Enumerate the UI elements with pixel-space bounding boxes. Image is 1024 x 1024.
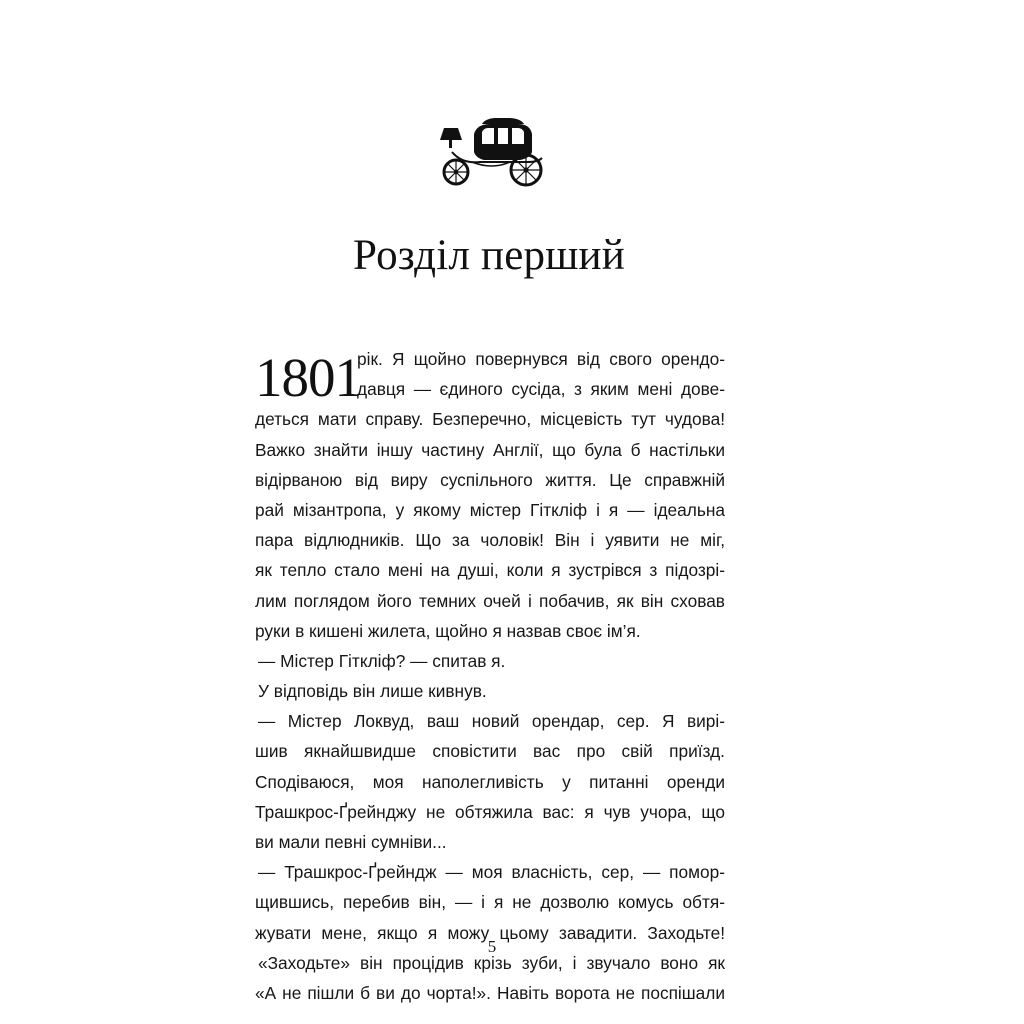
text-line: Важко знайти іншу частину Англії, що була б настільки [255, 439, 725, 460]
text-line: — Трашкрос-Ґрейндж — моя власність, сер, — помор- [258, 862, 725, 883]
text-line: рай мізантропа, у якому містер Гіткліф і я — ідеальна [255, 499, 725, 520]
text-line: «Заходьте» він процідив крізь зуби, і звучало воно як [258, 952, 725, 973]
text-line: щившись, перебив він, — і я не дозволю комусь обтя- [255, 892, 725, 913]
text-line: «А не пішли б ви до чорта!». Навіть ворота не поспішали [255, 982, 725, 1003]
text-line: Сподіваюся, моя наполегливість у питанні оренди [255, 771, 725, 792]
text-line: ви мали певні сумніви... [255, 832, 447, 852]
text-line: відірваною від виру суспільного життя. Це справжній [255, 469, 725, 490]
text-line: жувати мене, якщо я можу цьому завадити. Заходьте! [255, 922, 725, 943]
carriage-icon [432, 118, 550, 188]
text-line: — Містер Локвуд, ваш новий орендар, сер. Я вирі- [258, 711, 725, 732]
text-line: лим поглядом його темних очей і побачив, як він сховав [255, 590, 725, 611]
text-line: рік. Я щойно повернувся від свого орендо- [357, 349, 725, 369]
text-line: шив якнайшвидше сповістити вас про свій приїзд. [255, 741, 725, 762]
text-line: як тепло стало мені на душі, коли я зустрівся з підозрі- [255, 560, 725, 581]
chapter-title: Розділ перший [353, 232, 625, 279]
text-line: пара відлюдників. Що за чоловік! Він і уявити не міг, [255, 530, 725, 551]
text-line: давця — єдиного сусіда, з яким мені дове- [357, 379, 725, 400]
text-line: Трашкрос-Ґрейнджу не обтяжила вас: я чув учора, що [255, 801, 725, 822]
page-number: 5 [487, 937, 497, 956]
drop-cap-year: 1801 [255, 347, 361, 408]
text-line: У відповідь він лише кивнув. [258, 681, 487, 702]
text-line: — Містер Гіткліф? — спитав я. [258, 650, 506, 671]
chapter-text [255, 344, 725, 1008]
text-line: руки в кишені жилета, щойно я назвав своє ім’я. [255, 620, 641, 641]
text-line: деться мати справу. Безперечно, місцевість тут чудова! [255, 409, 725, 430]
